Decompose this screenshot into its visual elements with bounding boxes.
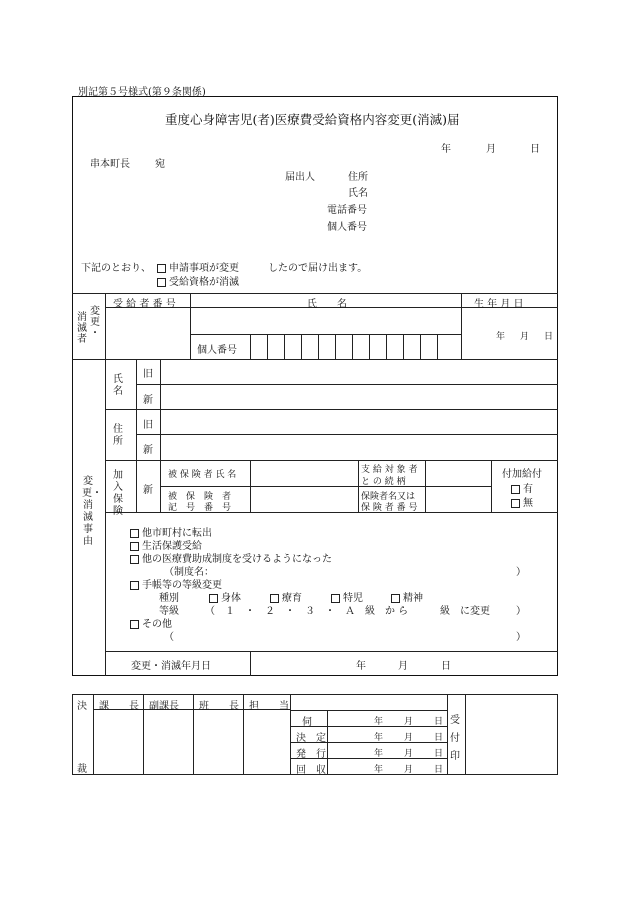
- recipient-no-header: 受 給 者 番 号: [113, 299, 176, 310]
- approval-section-chief: 課 長: [99, 701, 139, 712]
- name-old-label: 旧: [143, 369, 153, 380]
- reason-section-label: 変更・消滅事由: [82, 476, 102, 547]
- approval-staff: 担 当: [249, 701, 289, 712]
- date-year-label: 年: [441, 144, 451, 155]
- applicant-label: 届出人: [285, 172, 315, 183]
- birth-month: 月: [520, 332, 530, 342]
- insured-no-label-1: 被 保 険 者: [168, 492, 232, 502]
- relation-label-1: 支 給 対 象 者: [361, 465, 418, 475]
- grade-label: 等級: [159, 606, 179, 617]
- reason-name-label: 氏名: [113, 374, 123, 397]
- birth-year: 年: [496, 332, 506, 342]
- option-change[interactable]: [157, 259, 239, 274]
- birth-day: 日: [544, 332, 554, 342]
- other-close-paren: ）: [516, 632, 526, 643]
- change-date-day: 日: [441, 661, 451, 672]
- recipient-section-label-3: 者: [77, 334, 87, 345]
- date-day-label: 日: [530, 144, 540, 155]
- kind-tokuji-label: 特児: [343, 593, 363, 604]
- approval-year-2: 年: [374, 733, 384, 743]
- approval-team-chief: 班 長: [199, 701, 239, 712]
- approval-day-2: 日: [434, 733, 444, 743]
- approval-row-inquiry: 伺: [302, 717, 312, 728]
- checkbox-other[interactable]: [130, 620, 139, 629]
- recipient-section-label-1: 消: [77, 312, 87, 323]
- reason-item-other-system[interactable]: [130, 550, 332, 565]
- benefit-yes-label: 有: [523, 484, 533, 495]
- recipient-section-label-5: 更: [90, 317, 100, 328]
- address-new-label: 新: [143, 445, 153, 456]
- approval-row-issued: 発 行: [296, 749, 326, 760]
- applicant-phone-label: 電話番号: [327, 205, 367, 216]
- reason-item-label: 他の医療費助成制度を受けるようになった: [142, 554, 332, 565]
- checkbox-change[interactable]: [157, 264, 166, 273]
- reason-item-label: 手帳等の等級変更: [142, 580, 222, 591]
- recipient-name-header: 氏 名: [307, 299, 347, 310]
- kind-label: 種別: [159, 593, 179, 604]
- reason-item-label: 他市町村に転出: [142, 528, 212, 539]
- approval-day-4: 日: [434, 765, 444, 775]
- insurance-new-label: 新: [143, 485, 153, 496]
- approval-decision-2: 裁: [77, 764, 87, 775]
- relation-label-2: と の 続 柄: [361, 477, 406, 487]
- kind-body-label: 身体: [221, 593, 241, 604]
- recipient-section-label-6: ・: [90, 328, 100, 339]
- reason-address-label: 住所: [113, 424, 123, 447]
- approval-year-1: 年: [374, 717, 384, 727]
- change-date-year: 年: [356, 661, 366, 672]
- approval-year-3: 年: [374, 749, 384, 759]
- applicant-address-label: 住所: [348, 172, 368, 183]
- statement-suffix: したので届け出ます。: [268, 263, 368, 274]
- applicant-name-label: 氏名: [348, 188, 368, 199]
- checkbox-benefit-yes[interactable]: [511, 485, 520, 494]
- additional-benefit-label: 付加給付: [502, 469, 542, 480]
- reason-item-label: 生活保護受給: [142, 541, 202, 552]
- receipt-stamp-1: 受: [450, 715, 460, 726]
- name-new-label: 新: [143, 395, 153, 406]
- statement-prefix: 下記のとおり、: [81, 263, 151, 274]
- addressee-suffix: 宛: [155, 159, 165, 170]
- insured-no-label-2: 記 号 番 号: [168, 503, 232, 513]
- benefit-no-option[interactable]: [511, 494, 533, 509]
- grade-suffix: 級 に変更: [440, 606, 490, 617]
- recipient-section-label-4: 変: [90, 306, 100, 317]
- benefit-no-label: 無: [523, 498, 533, 509]
- insurer-label-1: 保険者名又は: [361, 492, 416, 502]
- approval-row-collected: 回 収: [296, 765, 326, 776]
- form-title: 重度心身障害児(者)医療費受給資格内容変更(消滅)届: [165, 112, 460, 127]
- approval-day-3: 日: [434, 749, 444, 759]
- change-date-month: 月: [398, 661, 408, 672]
- checkbox-benefit-no[interactable]: [511, 499, 520, 508]
- kind-seishin-label: 精神: [403, 593, 423, 604]
- address-old-label: 旧: [143, 420, 153, 431]
- option-extinct[interactable]: [157, 273, 239, 288]
- approval-month-1: 月: [404, 717, 414, 727]
- receipt-stamp-2: 付: [450, 733, 460, 744]
- form-number: 別記第５号様式(第９条関係): [78, 87, 206, 98]
- system-name-close: ）: [516, 567, 526, 578]
- option-extinct-label: 受給資格が消滅: [169, 277, 239, 288]
- applicant-personal-no-label: 個人番号: [327, 222, 367, 233]
- approval-decision-1: 決: [77, 701, 87, 712]
- approval-row-decided: 決 定: [296, 733, 326, 744]
- option-change-label: 申請事項が変更: [169, 263, 239, 274]
- change-date-label: 変更・消滅年月日: [131, 661, 211, 672]
- approval-deputy-chief: 副課長: [149, 701, 179, 712]
- other-open-paren: （: [164, 632, 174, 643]
- birth-header: 生 年 月 日: [474, 299, 524, 310]
- grade-text: （ １ ・ ２ ・ ３ ・ Ａ 級 か ら: [205, 606, 409, 617]
- approval-year-4: 年: [374, 765, 384, 775]
- approval-month-2: 月: [404, 733, 414, 743]
- recipient-personal-no-label: 個人番号: [197, 345, 237, 356]
- addressee: 串本町長: [90, 159, 130, 170]
- checkbox-extinct[interactable]: [157, 278, 166, 287]
- date-month-label: 月: [486, 144, 496, 155]
- receipt-stamp-3: 印: [450, 751, 460, 762]
- system-name-label: （制度名：: [164, 567, 214, 578]
- recipient-section-label-2: 滅: [77, 323, 87, 334]
- approval-day-1: 日: [434, 717, 444, 727]
- insurance-label: 加入保険: [113, 470, 123, 517]
- grade-close: ）: [516, 606, 526, 617]
- checkbox-other-system[interactable]: [130, 555, 139, 564]
- benefit-yes-option[interactable]: [511, 480, 533, 495]
- approval-month-4: 月: [404, 765, 414, 775]
- insurer-label-2: 保 険 者 番 号: [361, 503, 418, 513]
- insured-name-label: 被 保 険 者 氏 名: [168, 470, 237, 480]
- approval-month-3: 月: [404, 749, 414, 759]
- reason-item-label: その他: [142, 619, 172, 630]
- checkbox-grade-change[interactable]: [130, 581, 139, 590]
- kind-ryoiku-label: 療育: [282, 593, 302, 604]
